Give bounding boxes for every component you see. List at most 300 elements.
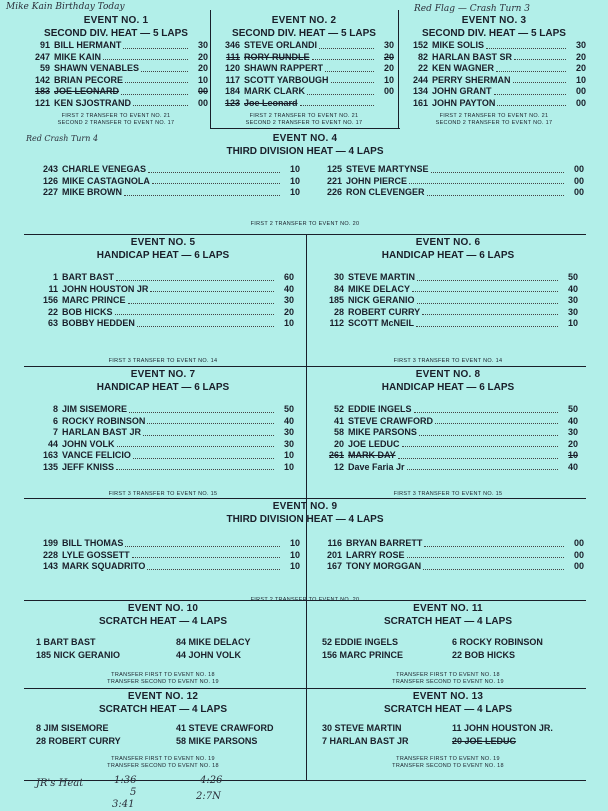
event-4-right-rows (316, 164, 584, 199)
car-number: 126 (42, 175, 58, 186)
entry-row (318, 404, 578, 416)
entry-row (214, 86, 394, 98)
leader-dots (152, 176, 280, 185)
entry-row (318, 450, 578, 462)
handwritten-note-red-crash: Red Crash Turn 4 (26, 134, 99, 143)
rider-name: BRYAN BARRETT (346, 538, 423, 548)
event-5-rows (24, 272, 302, 330)
event-title: EVENT NO. 1 (83, 15, 149, 26)
handicap-points: 10 (289, 561, 300, 571)
car-number: 8 (52, 404, 58, 414)
rider-name: RORY RUNDLE (244, 51, 310, 62)
car-number: 52 (333, 404, 344, 414)
handicap-points: 10 (283, 318, 294, 328)
handicap-points: 40 (283, 415, 294, 426)
scratch-entry: 7 HARLAN BAST JR (322, 736, 409, 746)
handicap-points: 40 (567, 283, 578, 294)
entry-row (32, 450, 294, 462)
entry-row (402, 86, 586, 98)
car-number: 201 (326, 549, 342, 560)
handicap-points: 00 (197, 97, 208, 108)
car-number: 63 (47, 318, 58, 328)
car-number: 152 (412, 40, 428, 50)
event-12 (24, 690, 302, 770)
car-number: 183 (34, 86, 50, 96)
event-6 (310, 236, 586, 365)
entry-row (24, 86, 208, 98)
car-number: 199 (42, 538, 58, 548)
handicap-points: 30 (567, 295, 578, 305)
rider-name: BOB HICKS (62, 306, 113, 317)
event-footnote: FIRST 3 TRANSFER TO EVENT NO. 15 (108, 491, 218, 497)
rider-name: BILL THOMAS (62, 538, 124, 548)
divider (24, 498, 586, 499)
entry-row (318, 295, 578, 307)
handicap-points: 00 (575, 97, 586, 108)
event-subtitle: SECOND DIV. HEAT — 5 LAPS (44, 28, 188, 39)
event-footnote: SECOND 2 TRANSFER TO EVENT NO. 17 (435, 120, 553, 126)
event-11 (310, 602, 586, 686)
event-footnote: FIRST 3 TRANSFER TO EVENT NO. 14 (393, 357, 503, 364)
event-subtitle: SECOND DIV. HEAT — 5 LAPS (232, 28, 376, 39)
rider-name: RON CLEVENGER (346, 187, 425, 197)
car-number: 7 (52, 427, 58, 437)
event-title: EVENT NO. 6 (415, 237, 481, 248)
leader-dots (125, 75, 188, 84)
rider-name: MARK SQUADRITO (62, 561, 146, 571)
rider-name: KEN WAGNER (432, 63, 495, 73)
leader-dots (132, 550, 280, 559)
handicap-points: 40 (567, 415, 578, 426)
handicap-points: 20 (575, 51, 586, 62)
leader-dots (123, 40, 188, 49)
handicap-points: 30 (567, 306, 578, 317)
rider-name: MIKE BROWN (62, 187, 122, 197)
leader-dots (423, 561, 564, 570)
rider-name: MARK DAY (348, 450, 396, 460)
handicap-points: 30 (283, 295, 294, 305)
handicap-points: 00 (573, 538, 584, 548)
entry-row (214, 98, 394, 110)
handicap-points: 20 (567, 438, 578, 449)
handicap-points: 10 (197, 74, 208, 85)
event-title: EVENT NO. 8 (415, 369, 481, 380)
handicap-points: 40 (283, 283, 294, 294)
leader-dots (148, 164, 280, 173)
entry-row (32, 462, 294, 474)
car-number: 243 (42, 164, 58, 174)
leader-dots (115, 307, 274, 316)
entry-row (214, 52, 394, 64)
leader-dots (116, 272, 274, 281)
handicap-points: 30 (383, 40, 394, 50)
rider-name: Joe Leonard (244, 97, 298, 108)
entry-row (318, 439, 578, 451)
event-subtitle: SECOND DIV. HEAT — 5 LAPS (422, 28, 566, 39)
handicap-points: 10 (575, 74, 586, 85)
car-number: 125 (326, 164, 342, 174)
handicap-points: 10 (383, 74, 394, 85)
car-number: 44 (47, 438, 58, 449)
leader-dots (129, 404, 274, 413)
rider-name: LYLE GOSSETT (62, 549, 130, 560)
event-subtitle: SCRATCH HEAT — 4 LAPS (384, 704, 512, 715)
rider-name: MIKE KAIN (54, 51, 101, 62)
handicap-points: 00 (573, 175, 584, 186)
event-subtitle: HANDICAP HEAT — 6 LAPS (381, 250, 515, 261)
event-footnote: FIRST 3 TRANSFER TO EVENT NO. 14 (108, 357, 218, 364)
scratch-entry: 30 STEVE MARTIN (322, 723, 402, 733)
event-6-rows (310, 272, 586, 330)
leader-dots (128, 295, 274, 304)
car-number: 112 (329, 318, 344, 328)
event-subtitle: SCRATCH HEAT — 4 LAPS (99, 616, 227, 627)
entry-row (32, 295, 294, 307)
rider-name: MIKE DELACY (348, 283, 411, 294)
event-footnote: TRANSFER FIRST TO EVENT NO. 18 (111, 672, 215, 678)
handicap-points: 10 (289, 175, 300, 186)
scratch-entry: 1 BART BAST (36, 637, 96, 647)
leader-dots (419, 427, 558, 436)
car-number: 121 (34, 97, 50, 108)
event-footnote: SECOND 2 TRANSFER TO EVENT NO. 17 (57, 120, 175, 126)
rider-name: MIKE CASTAGNOLA (62, 175, 150, 186)
rider-name: EDDIE INGELS (348, 404, 412, 414)
car-number: 84 (333, 283, 344, 294)
rider-name: JIM SISEMORE (62, 404, 128, 414)
event-9-right-rows (316, 538, 584, 573)
car-number: 185 (328, 295, 344, 305)
leader-dots (331, 75, 374, 84)
entry-row (32, 439, 294, 451)
leader-dots (300, 98, 374, 107)
rider-name: SHAWN VENABLES (54, 63, 140, 73)
car-number: 227 (42, 187, 58, 197)
scratch-entry: 8 JIM SISEMORE (36, 723, 109, 733)
leader-dots (312, 52, 374, 61)
leader-dots (143, 427, 274, 436)
leader-dots (121, 86, 188, 95)
rider-name: KEN SJOSTRAND (54, 97, 132, 108)
entry-row (32, 164, 300, 176)
leader-dots (150, 284, 274, 293)
entry-row (318, 272, 578, 284)
handwritten-time: 2:7N (196, 791, 221, 802)
handicap-points: 50 (283, 404, 294, 414)
car-number: 82 (417, 51, 428, 62)
car-number: 41 (333, 415, 344, 426)
rider-name: STEVE CRAWFORD (348, 415, 434, 426)
car-number: 244 (412, 74, 428, 85)
divider (24, 688, 586, 689)
car-number: 247 (34, 51, 50, 62)
rider-name: MIKE SOLIS (432, 40, 485, 50)
entry-row (214, 40, 394, 52)
entry-row (24, 98, 208, 110)
event-title: EVENT NO. 5 (130, 237, 196, 248)
leader-dots (424, 538, 564, 547)
leader-dots (147, 416, 274, 425)
event-7 (24, 368, 302, 498)
entry-row (402, 40, 586, 52)
scratch-entry: 28 ROBERT CURRY (36, 736, 121, 746)
car-number: 30 (333, 272, 344, 282)
car-number: 58 (333, 427, 344, 437)
entry-row (32, 561, 300, 573)
event-3 (402, 14, 586, 127)
entry-row (32, 176, 300, 188)
car-number: 28 (333, 306, 344, 317)
scratch-entry: 52 EDDIE INGELS (322, 637, 399, 647)
rider-name: PERRY SHERMAN (432, 74, 511, 85)
rider-name: ROCKY ROBINSON (62, 415, 146, 426)
handicap-points: 10 (289, 538, 300, 548)
leader-dots (414, 404, 558, 413)
car-number: 6 (52, 415, 58, 426)
handicap-points: 20 (197, 63, 208, 73)
leader-dots (407, 462, 558, 471)
car-number: 226 (326, 187, 342, 197)
leader-dots (325, 63, 374, 72)
rider-name: MARK CLARK (244, 86, 305, 96)
leader-dots (116, 462, 274, 471)
entry-row (316, 561, 584, 573)
event-subtitle: THIRD DIVISION HEAT — 4 LAPS (226, 146, 384, 157)
rider-name: JOHN PIERCE (346, 175, 408, 186)
leader-dots (103, 52, 188, 61)
rider-name: MIKE PARSONS (348, 427, 417, 437)
event-title: EVENT NO. 10 (127, 603, 199, 614)
handicap-points: 20 (283, 306, 294, 317)
rider-name: STEVE MARTYNSE (346, 164, 429, 174)
divider (24, 600, 586, 601)
event-footnote: TRANSFER FIRST TO EVENT NO. 19 (111, 756, 215, 762)
event-subtitle: HANDICAP HEAT — 6 LAPS (381, 382, 515, 393)
leader-dots (496, 63, 566, 72)
car-number: 135 (42, 461, 58, 472)
entry-row (24, 52, 208, 64)
entry-row (32, 427, 294, 439)
leader-dots (402, 439, 558, 448)
handicap-points: 50 (567, 272, 578, 282)
rider-name: MARC PRINCE (62, 295, 126, 305)
car-number: 1 (52, 272, 58, 282)
leader-dots (124, 187, 280, 196)
rider-name: JOHN VOLK (62, 438, 115, 449)
event-4-left-rows (32, 164, 300, 199)
event-footnote: FIRST 2 TRANSFER TO EVENT NO. 20 (250, 596, 360, 603)
divider (24, 366, 586, 367)
leader-dots (513, 75, 566, 84)
event-1-rows (24, 40, 208, 109)
entry-row (32, 416, 294, 428)
handicap-points (376, 98, 394, 110)
rider-name: NICK GERANIO (348, 295, 415, 305)
car-number: 134 (412, 86, 428, 96)
handwritten-note-top-right: Red Flag — Crash Turn 3 (414, 4, 531, 14)
event-2-rows (214, 40, 394, 109)
rider-name: STEVE MARTIN (348, 272, 416, 282)
handicap-points: 00 (573, 187, 584, 197)
car-number: 59 (39, 63, 50, 73)
handwritten-note-bottom-left: JR's Heat (36, 778, 84, 789)
entry-row (402, 75, 586, 87)
event-title: EVENT NO. 4 (272, 133, 338, 144)
divider (398, 10, 399, 128)
handicap-points: 20 (383, 63, 394, 73)
leader-dots (319, 40, 374, 49)
event-footnote: FIRST 2 TRANSFER TO EVENT NO. 21 (249, 113, 359, 119)
handicap-points: 30 (283, 427, 294, 437)
event-10 (24, 602, 302, 686)
scratch-entry: 44 JOHN VOLK (176, 650, 242, 660)
leader-dots (416, 318, 558, 327)
event-5 (24, 236, 302, 365)
handwritten-time: 4:26 (200, 775, 223, 786)
entry-row (32, 404, 294, 416)
event-8 (310, 368, 586, 498)
leader-dots (117, 439, 274, 448)
handicap-points: 10 (283, 461, 294, 472)
car-number: 156 (42, 295, 58, 305)
entry-row (316, 164, 584, 176)
handicap-points: 20 (575, 63, 586, 73)
leader-dots (494, 86, 566, 95)
car-number: 91 (39, 40, 50, 50)
rider-name: JOHN PAYTON (432, 97, 496, 108)
car-number: 261 (328, 450, 344, 460)
entry-row (318, 427, 578, 439)
entry-row (32, 307, 294, 319)
car-number: 142 (34, 74, 50, 85)
rider-name: JOHN HOUSTON JR (62, 283, 149, 294)
event-footnote: SECOND 2 TRANSFER TO EVENT NO. 17 (245, 120, 363, 126)
entry-row (316, 538, 584, 550)
rider-name: HARLAN BAST JR (62, 427, 142, 437)
handicap-points: 00 (573, 164, 584, 174)
leader-dots (307, 86, 374, 95)
rider-name: JEFF KNISS (62, 461, 115, 472)
divider (306, 234, 307, 688)
entry-row (316, 176, 584, 188)
rider-name: TONY MORGGAN (346, 561, 422, 571)
scratch-entry: 41 STEVE CRAWFORD (176, 723, 274, 733)
event-footnote: FIRST 2 TRANSFER TO EVENT NO. 20 (250, 220, 360, 227)
handicap-points: 20 (383, 51, 394, 62)
divider (24, 780, 586, 781)
handwritten-time: 3:41 (112, 799, 135, 810)
entry-row (402, 98, 586, 110)
event-title: EVENT NO. 7 (130, 369, 196, 380)
handicap-points: 30 (567, 427, 578, 437)
leader-dots (407, 550, 564, 559)
scratch-entry: 58 MIKE PARSONS (176, 736, 258, 746)
scratch-entry: 11 JOHN HOUSTON JR. (452, 723, 553, 733)
event-subtitle: THIRD DIVISION HEAT — 4 LAPS (226, 514, 384, 525)
scratch-entry: 84 MIKE DELACY (176, 637, 251, 647)
rider-name: JOHN GRANT (432, 86, 492, 96)
event-subtitle: SCRATCH HEAT — 4 LAPS (384, 616, 512, 627)
car-number: 12 (333, 461, 344, 472)
event-9-left-rows (32, 538, 300, 573)
rider-name: SCOTT YARBOUGH (244, 74, 329, 85)
car-number: 167 (326, 561, 342, 571)
event-3-rows (402, 40, 586, 109)
handicap-points: 00 (575, 86, 586, 96)
event-4 (24, 132, 586, 228)
event-footnote: TRANSFER SECOND TO EVENT NO. 19 (392, 679, 504, 685)
car-number: 11 (48, 283, 58, 294)
event-9 (24, 500, 586, 604)
event-subtitle: SCRATCH HEAT — 4 LAPS (99, 704, 227, 715)
entry-row (318, 416, 578, 428)
handwritten-time: 1:36 (114, 775, 137, 786)
car-number: 143 (42, 561, 58, 571)
event-7-rows (24, 404, 302, 473)
leader-dots (141, 63, 188, 72)
car-number: 111 (225, 51, 240, 62)
rider-name: SHAWN RAPPERT (244, 63, 324, 73)
event-footnote: FIRST 3 TRANSFER TO EVENT NO. 15 (393, 491, 503, 497)
leader-dots (133, 98, 188, 107)
leader-dots (133, 450, 274, 459)
entry-row (402, 52, 586, 64)
event-footnote: TRANSFER SECOND TO EVENT NO. 19 (107, 679, 219, 685)
rider-name: VANCE FELICIO (62, 450, 131, 460)
entry-row (32, 284, 294, 296)
event-title: EVENT NO. 13 (412, 691, 484, 702)
event-subtitle: HANDICAP HEAT — 6 LAPS (96, 382, 230, 393)
car-number: 22 (47, 306, 58, 317)
entry-row (32, 318, 294, 330)
car-number: 20 (333, 438, 344, 449)
handicap-points: 00 (197, 86, 208, 96)
leader-dots (497, 98, 566, 107)
entry-row (32, 550, 300, 562)
leader-dots (435, 416, 558, 425)
scratch-entry: 6 ROCKY ROBINSON (452, 637, 543, 647)
leader-dots (427, 187, 564, 196)
rider-name: SCOTT McNEIL (348, 318, 415, 328)
event-title: EVENT NO. 11 (413, 603, 483, 614)
event-footnote: TRANSFER SECOND TO EVENT NO. 18 (392, 763, 504, 769)
handicap-points: 00 (383, 86, 394, 96)
handicap-points: 40 (567, 461, 578, 472)
rider-name: BART BAST (62, 272, 114, 282)
event-1 (24, 14, 208, 127)
leader-dots (137, 318, 274, 327)
event-footnote: TRANSFER FIRST TO EVENT NO. 19 (396, 756, 500, 762)
handicap-points: 10 (289, 187, 300, 197)
event-8-rows (310, 404, 586, 473)
rider-name: Dave Faria Jr (348, 461, 405, 472)
entry-row (32, 272, 294, 284)
event-title: EVENT NO. 2 (271, 15, 337, 26)
divider (24, 234, 586, 235)
leader-dots (417, 272, 558, 281)
rider-name: CHARLE VENEGAS (62, 164, 147, 174)
event-footnote: TRANSFER FIRST TO EVENT NO. 18 (396, 672, 500, 678)
handwritten-note-top-left: Mike Kain Birthday Today (6, 2, 125, 12)
handicap-points: 30 (283, 438, 294, 449)
rider-name: BRIAN PECORE (54, 74, 124, 85)
event-footnote: FIRST 2 TRANSFER TO EVENT NO. 21 (439, 113, 549, 119)
entry-row (318, 307, 578, 319)
handicap-points: 60 (283, 272, 294, 282)
entry-row (24, 63, 208, 75)
car-number: 161 (412, 97, 428, 108)
car-number: 123 (224, 97, 240, 108)
